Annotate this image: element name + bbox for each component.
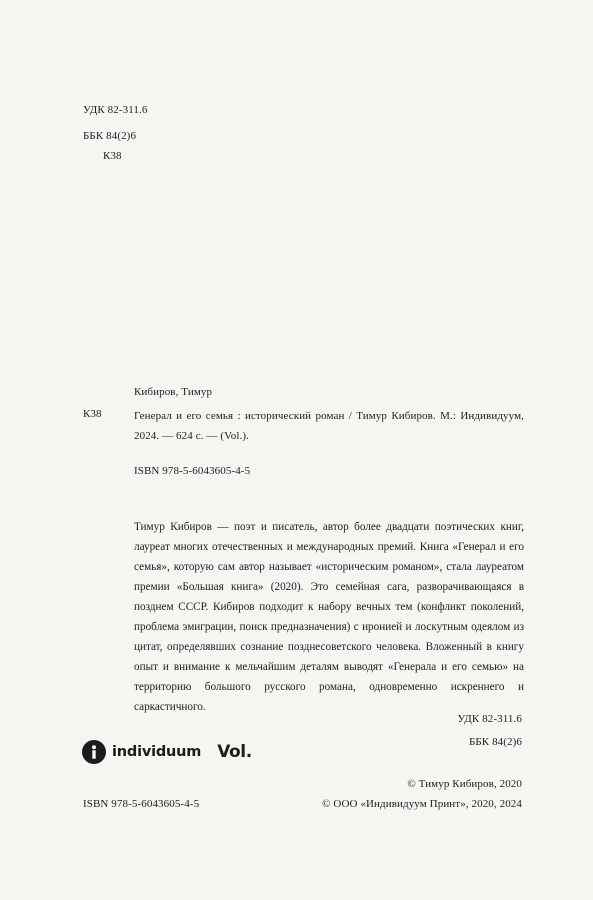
publisher-logo-text: individuum: [112, 744, 202, 760]
copyright-author: © Тимур Кибиров, 2020: [407, 778, 522, 790]
bbk-index-bottom: ББК 84(2)6: [468, 736, 522, 748]
isbn-bottom: ISBN 978-5-6043605-4-5: [83, 798, 200, 810]
bbk-index-top: ББК 84(2)6: [83, 130, 137, 142]
copyright-publisher: © ООО «Индивидуум Принт», 2020, 2024: [322, 798, 522, 810]
record-isbn: ISBN 978-5-6043605-4-5: [134, 465, 251, 477]
record-description: Генерал и его семья : исторический роман / Тимур Кибиров. М.: Индивидуум, 2024. — 624 с. — (Vol.).: [134, 410, 524, 442]
record-author: Кибиров, Тимур: [134, 386, 213, 398]
book-annotation: Тимур Кибиров — поэт и писатель, автор более двадцати поэтических книг, лауреат многих отечественных и международных премий. Книга «Генерал и его семья», которую сам автор называет «историческим романом», стала лауреатом премии «Большая книга» (2020). Это семейная сага, разворачивающаяся в позднем СССР. Кибиров подходит к набору вечных тем (конфликт поколений, проблема эмиграции, поиск предназначения) с иронией и лоскутным одеялом из цитат, определявших сознание позднесоветского человека. Вложенный в книгу опыт и внимание к мельчайшим деталям выводят «Генерала и его семью» на территорию большого русского романа, одновременно искреннего и саркастичного.: [134, 521, 524, 713]
record-author-mark: К38: [83, 408, 102, 420]
individuum-i-icon: [82, 740, 106, 764]
publisher-logo: [82, 738, 252, 766]
author-mark-top: К38: [103, 150, 122, 162]
series-logo-text: Vol.: [217, 742, 252, 762]
udk-index-top: УДК 82-311.6: [83, 104, 148, 116]
udk-index-bottom: УДК 82-311.6: [457, 713, 522, 725]
